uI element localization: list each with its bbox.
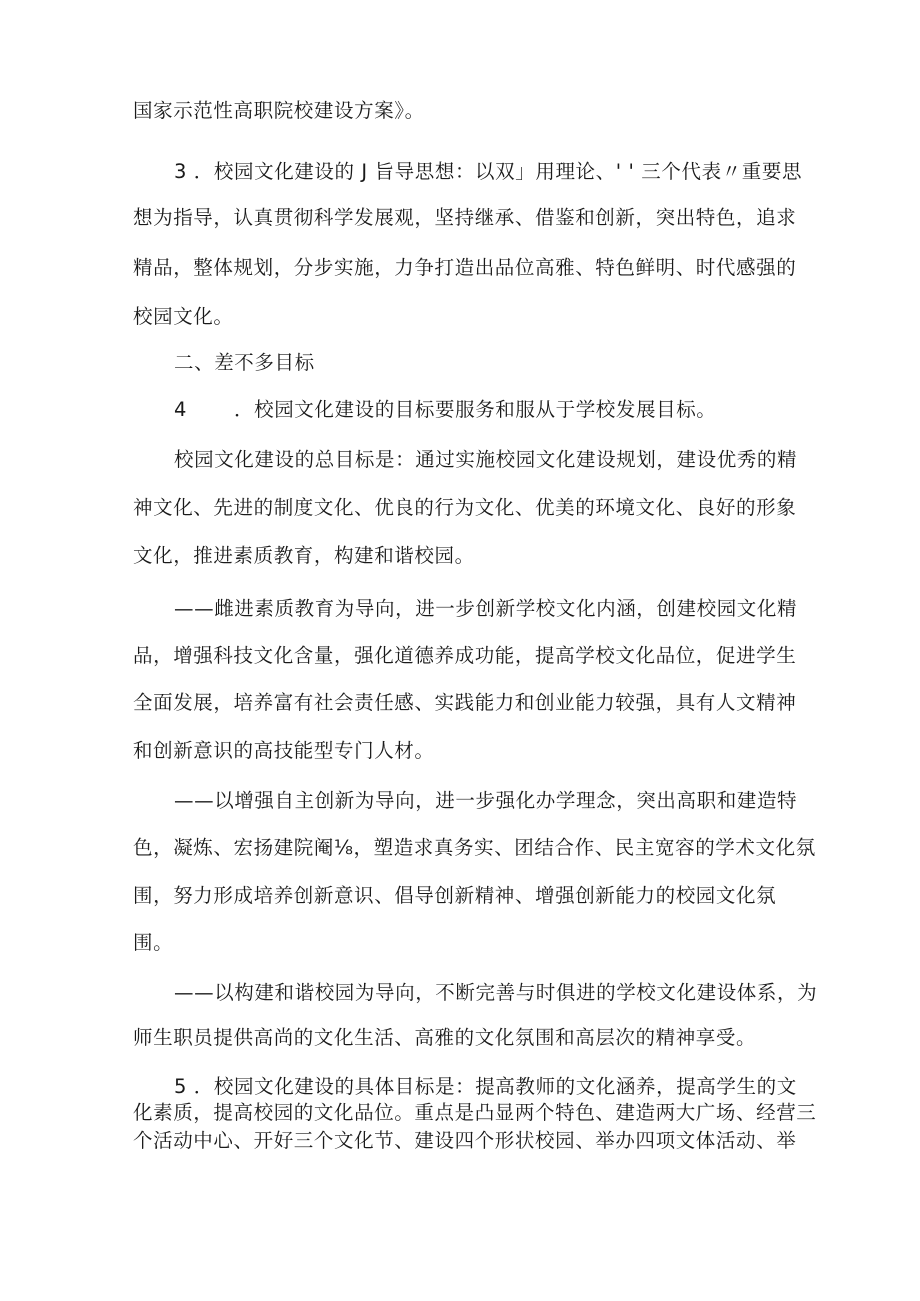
text-line: 文化，推进素质教育，构建和谐校园。 bbox=[133, 544, 475, 567]
text-line: 3 ．校园文化建设的 J 旨导思想：以双」用理论、' ' 三个代表〃重要思 bbox=[174, 160, 803, 183]
text-line: ——以增强自主创新为导向，进一步强化办学理念，突出高职和建造特 bbox=[174, 789, 798, 812]
text-line: 精品，整体规划，分步实施，力争打造出品位高雅、特色鲜明、时代感强的 bbox=[133, 256, 797, 279]
text-line: 围，努力形成培养创新意识、倡导创新精神、增强创新能力的校园文化氛 bbox=[133, 884, 777, 907]
text-line: 国家示范性高职院校建设方案》。 bbox=[133, 99, 425, 122]
text-line: 和创新意识的高技能型专门人材。 bbox=[133, 739, 435, 762]
text-line: 神文化、先进的制度文化、优良的行为文化、优美的环境文化、良好的形象 bbox=[133, 496, 797, 519]
text-line: 个活动中心、开好三个文化节、建设四个形状校园、举办四项文体活动、举 bbox=[133, 1129, 797, 1152]
text-line: 师生职员提供高尚的文化生活、高雅的文化氛围和高层次的精神享受。 bbox=[133, 1026, 757, 1049]
section-heading: 二、差不多目标 bbox=[174, 351, 315, 374]
text-line: 想为指导，认真贯彻科学发展观，坚持继承、借鉴和创新，突出特色，追求 bbox=[133, 206, 797, 229]
text-line: 全面发展，培养富有社会责任感、实践能力和创业能力较强，具有人文精神 bbox=[133, 691, 797, 714]
text-line: 化素质，提高校园的文化品位。重点是凸显两个特色、建造两大广场、经营三 bbox=[133, 1101, 817, 1124]
text-line: 校园文化。 bbox=[133, 305, 234, 328]
text-line: 4 ．校园文化建设的目标要服务和服从于学校发展目标。 bbox=[174, 398, 717, 421]
text-line: ——雌进素质教育为导向，进一步创新学校文化内涵，创建校园文化精 bbox=[174, 597, 798, 620]
text-line: 品，增强科技文化含量，强化道德养成功能，提高学校文化品位，促进学生 bbox=[133, 644, 797, 667]
text-line: ——以构建和谐校园为导向，不断完善与时俱进的学校文化建设体系，为 bbox=[174, 981, 818, 1004]
text-line: 校园文化建设的总目标是：通过实施校园文化建设规划，建设优秀的精 bbox=[174, 448, 798, 471]
text-line: 5 ．校园文化建设的具体目标是：提高教师的文化涵养，提高学生的文 bbox=[174, 1075, 797, 1098]
text-line: 色，凝炼、宏扬建院阉⅛，塑造求真务实、团结合作、民主宽容的学术文化氛 bbox=[133, 836, 816, 859]
text-line: 围。 bbox=[133, 931, 174, 954]
